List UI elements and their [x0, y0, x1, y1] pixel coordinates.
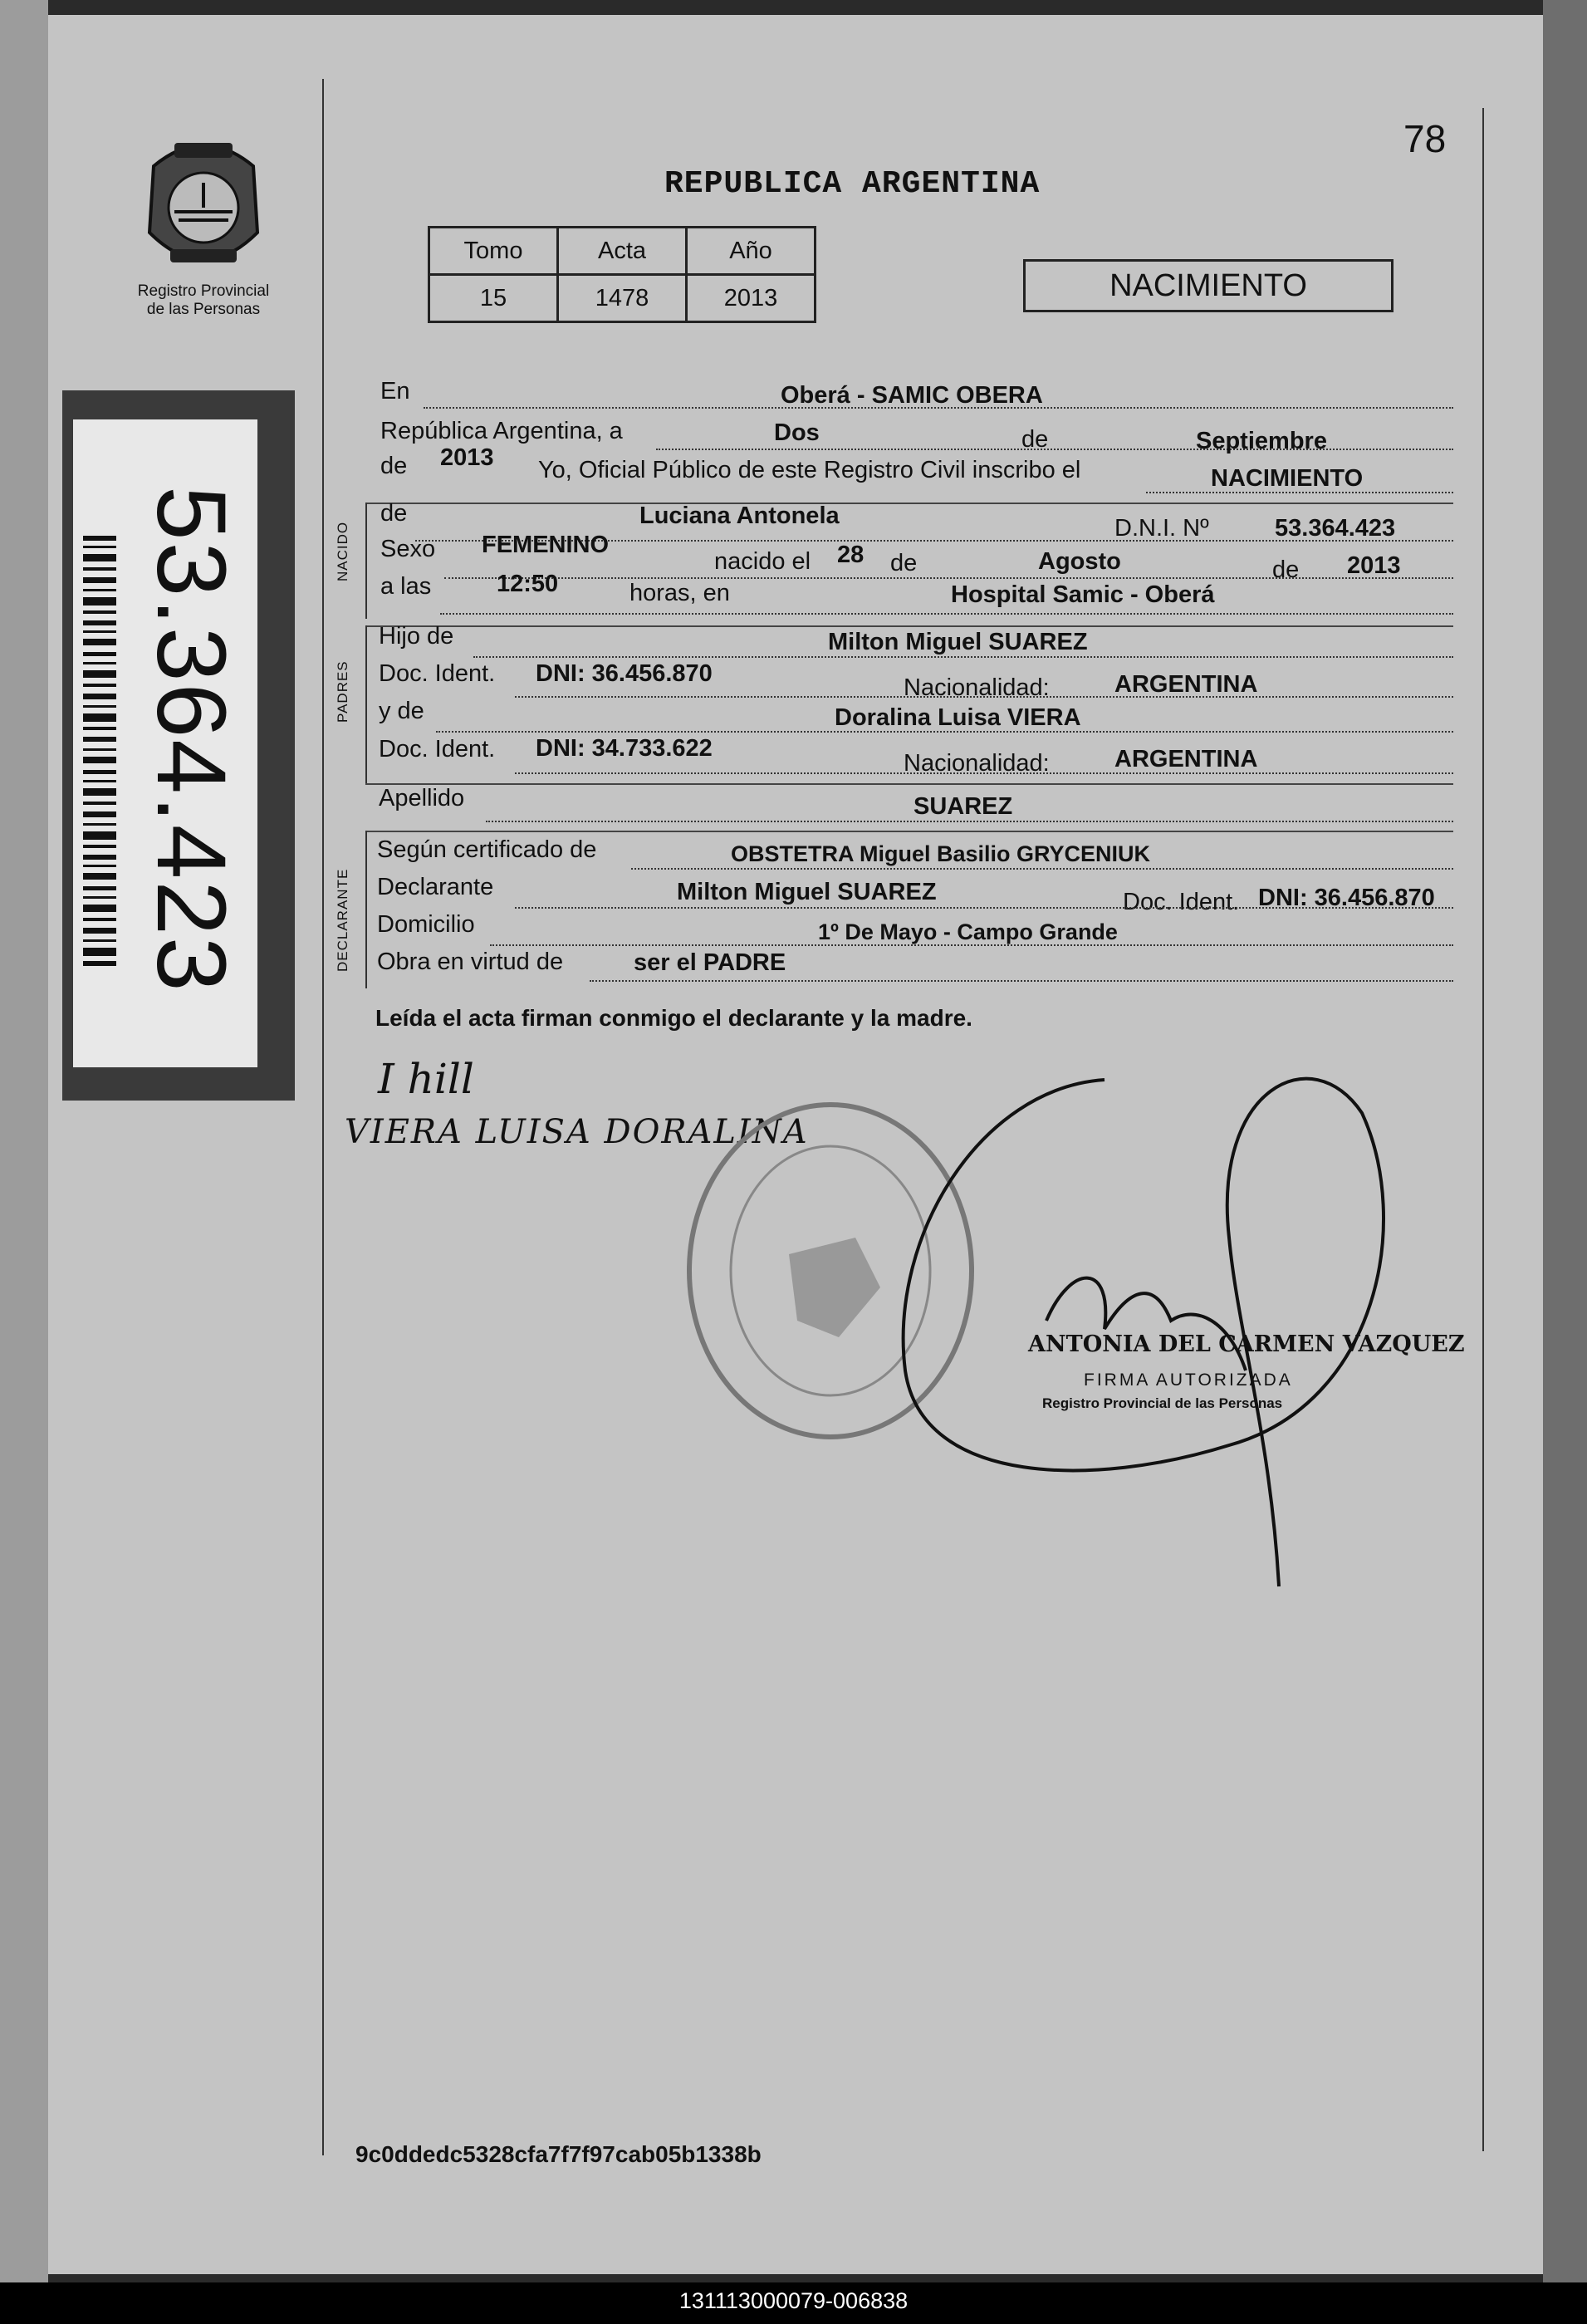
section-divider-declarante-top — [365, 831, 1453, 832]
nacido-dia-value: 28 — [837, 542, 865, 568]
madre-nacionalidad-value: ARGENTINA — [1114, 746, 1258, 772]
padre-dotted-line — [473, 656, 1453, 658]
section-divider-apellido — [365, 783, 1453, 785]
segun-dotted-line — [631, 868, 1453, 870]
lugar-dotted-line — [440, 613, 1453, 615]
declarante-doc-value: DNI: 36.456.870 — [1258, 885, 1435, 911]
nacido-dni-value: 53.364.423 — [1275, 515, 1396, 542]
section-divider-padres-top — [365, 625, 1453, 627]
dia-value: Dos — [774, 419, 820, 446]
madre-dotted-line — [436, 731, 1453, 733]
declarante-label: Declarante — [377, 874, 494, 900]
emblem-caption-line2: de las Personas — [146, 301, 261, 318]
fecha-dotted-line — [656, 449, 1453, 450]
handwritten-mark: I hill — [378, 1055, 474, 1103]
document-title: REPUBLICA ARGENTINA — [664, 166, 1041, 202]
row-en — [380, 378, 409, 405]
left-page-edge — [0, 0, 48, 2282]
nacido-de-label2: de — [890, 550, 918, 576]
en-label: En — [380, 378, 410, 404]
nacido-mes-value: Agosto — [1038, 548, 1121, 575]
left-margin-line — [322, 79, 324, 2155]
sexo-value: FEMENINO — [482, 532, 610, 558]
padre-doc-dotted-line — [515, 696, 1453, 698]
nacido-section-label: NACIDO — [335, 521, 350, 581]
authorized-signature-icon — [880, 1055, 1428, 1603]
padre-doc-value: DNI: 36.456.870 — [536, 660, 713, 687]
acta-value-tomo: 15 — [429, 275, 558, 322]
inscribo-value: NACIMIENTO — [1211, 465, 1364, 492]
oficial-text: Yo, Oficial Público de este Registro Civil inscribo el — [538, 457, 1081, 483]
anio-value: 2013 — [440, 444, 494, 471]
sexo-dotted-line — [444, 577, 1453, 579]
a-las-label: a las — [380, 573, 432, 600]
acta-header-tomo: Tomo — [429, 228, 558, 275]
padre-doc-label: Doc. Ident. — [379, 660, 496, 687]
firma-name: ANTONIA DEL CARMEN VAZQUEZ — [1028, 1331, 1465, 1357]
right-margin-line — [1482, 108, 1484, 2151]
hora-value: 12:50 — [497, 571, 559, 597]
y-de-label: y de — [379, 698, 424, 724]
apellido-value: SUAREZ — [914, 793, 1013, 820]
apellido-dotted-line — [486, 821, 1453, 822]
republica-label: República Argentina, a — [380, 418, 623, 444]
madre-doc-dotted-line — [515, 772, 1453, 774]
sticker-dni-number: 53.364.423 — [136, 486, 246, 993]
section-divider-nacido-top — [365, 503, 1453, 504]
padre-nacionalidad-value: ARGENTINA — [1114, 671, 1258, 698]
lugar-value: Hospital Samic - Oberá — [951, 581, 1215, 608]
nacido-anio-value: 2013 — [1347, 552, 1401, 579]
emblem-caption-line1: Registro Provincial — [137, 282, 270, 300]
de2-label: de — [380, 453, 408, 479]
provincial-emblem-icon — [137, 133, 270, 278]
obra-value: ser el PADRE — [634, 949, 786, 976]
acta-header-acta: Acta — [558, 228, 687, 275]
record-type-box: NACIMIENTO — [1023, 259, 1394, 312]
mes-value: Septiembre — [1196, 428, 1327, 454]
en-value: Oberá - SAMIC OBERA — [781, 382, 1043, 409]
acta-reference-table — [428, 226, 816, 323]
closing-statement: Leída el acta firman conmigo el declarante y la madre. — [375, 1005, 972, 1031]
madre-doc-label: Doc. Ident. — [379, 736, 496, 762]
declarante-value: Milton Miguel SUAREZ — [677, 879, 937, 905]
nacido-de-label3: de — [1272, 556, 1300, 583]
declarante-bracket — [365, 831, 367, 988]
inscribo-dotted-line — [1146, 492, 1453, 493]
page-number: 78 — [1403, 117, 1447, 160]
document-hash: 9c0ddedc5328cfa7f7f97cab05b1338b — [355, 2141, 762, 2167]
padre-nacionalidad-label: Nacionalidad: — [904, 674, 1050, 701]
domicilio-value: 1º De Mayo - Campo Grande — [818, 919, 1118, 944]
declarante-doc-label: Doc. Ident. — [1123, 889, 1240, 915]
obra-dotted-line — [590, 980, 1453, 982]
segun-label: Según certificado de — [377, 836, 597, 863]
declarante-section-label: DECLARANTE — [335, 868, 350, 972]
nacido-el-label: nacido el — [714, 548, 811, 575]
horas-en-label: horas, en — [629, 580, 730, 606]
madre-nacionalidad-label: Nacionalidad: — [904, 750, 1050, 777]
acta-header-anio: Año — [687, 228, 816, 275]
padres-section-label: PADRES — [335, 660, 350, 723]
nacido-de-label: de — [380, 500, 408, 527]
padres-bracket — [365, 625, 367, 783]
acta-value-acta: 1478 — [558, 275, 687, 322]
right-page-edge — [1543, 0, 1587, 2282]
nacido-nombre-value: Luciana Antonela — [639, 503, 840, 529]
segun-value: OBSTETRA Miguel Basilio GRYCENIUK — [731, 841, 1151, 866]
scan-code: 131113000079-006838 — [678, 2288, 909, 2313]
declarante-dotted-line — [515, 907, 1453, 909]
nacido-bracket — [365, 503, 367, 619]
emblem-caption — [108, 282, 299, 319]
domicilio-dotted-line — [490, 944, 1453, 946]
madre-doc-value: DNI: 34.733.622 — [536, 735, 713, 762]
domicilio-label: Domicilio — [377, 911, 475, 938]
madre-value: Doralina Luisa VIERA — [835, 704, 1081, 731]
hijo-de-label: Hijo de — [379, 623, 454, 650]
firma-role: FIRMA AUTORIZADA — [1084, 1370, 1293, 1390]
acta-value-anio: 2013 — [687, 275, 816, 322]
obra-label: Obra en virtud de — [377, 949, 564, 975]
padre-value: Milton Miguel SUAREZ — [828, 629, 1088, 655]
nacido-dni-label: D.N.I. Nº — [1114, 515, 1209, 542]
sexo-label: Sexo — [380, 536, 436, 562]
apellido-label: Apellido — [379, 785, 465, 811]
handwritten-name: VIERA LUISA DORALINA — [345, 1113, 809, 1151]
barcode-icon — [83, 536, 116, 968]
firma-organization: Registro Provincial de las Personas — [1042, 1395, 1283, 1411]
de-label: de — [1021, 426, 1049, 453]
